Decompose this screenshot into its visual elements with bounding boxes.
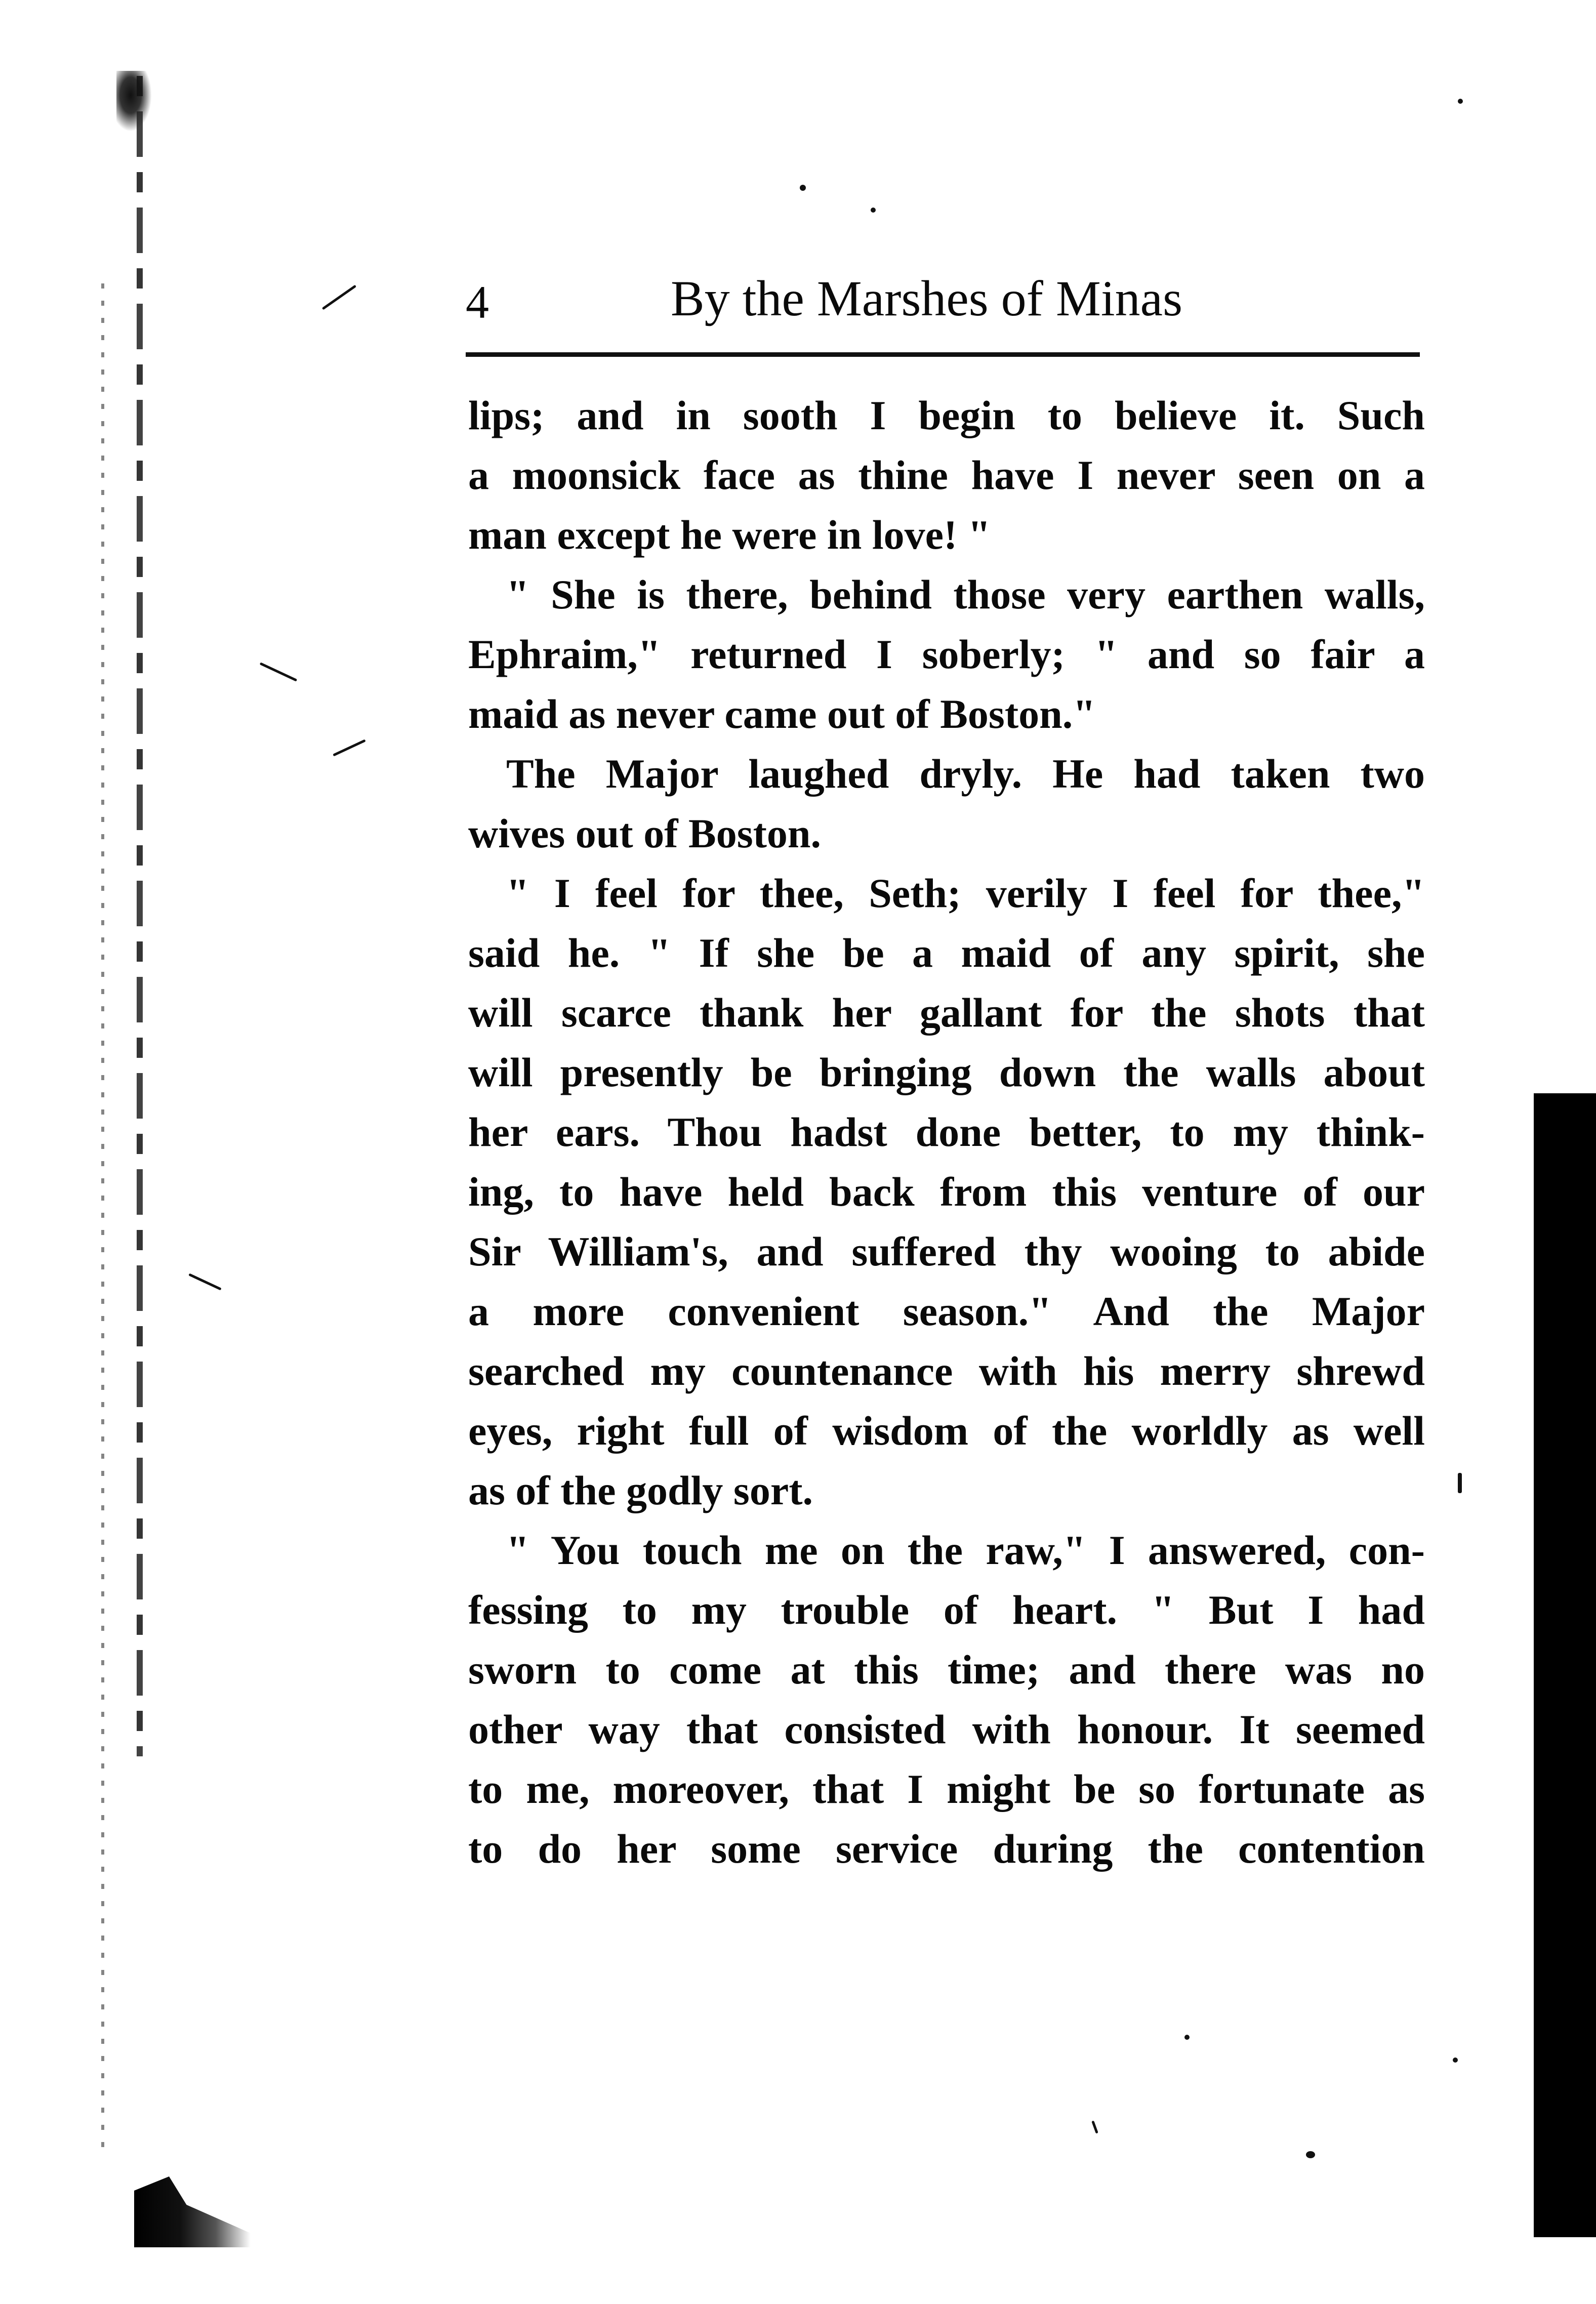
scan-mark: [188, 1273, 222, 1290]
body-text: [468, 386, 1425, 1879]
text-line: searched my countenance with his merry shrewd: [468, 1348, 1425, 1394]
scan-mark: [1091, 2120, 1098, 2133]
binding-shadow-bottom: [134, 2176, 251, 2247]
scan-mark: [260, 662, 298, 681]
header-rule: [466, 352, 1420, 357]
text-line: " She is there, behind those very earthen walls,: [506, 571, 1425, 618]
text-line: " I feel for thee, Seth; verily I feel for thee,": [506, 870, 1425, 916]
scan-speck: [1458, 1473, 1462, 1493]
text-line: wives out of Boston.: [468, 810, 822, 856]
text-line: man except he were in love! ": [468, 512, 991, 558]
text-line: other way that consisted with honour. It seemed: [468, 1706, 1425, 1752]
text-line: a moonsick face as thine have I never seen on a: [468, 452, 1425, 498]
text-line: to do her some service during the contention: [468, 1826, 1425, 1872]
text-line: Sir William's, and suffered thy wooing to abide: [468, 1228, 1425, 1274]
scan-speck: [1458, 99, 1463, 104]
binding-edge: [137, 76, 143, 1756]
scan-speck: [1306, 2151, 1315, 2158]
text-line: to me, moreover, that I might be so fortunate as: [468, 1766, 1425, 1812]
page-number: 4: [466, 276, 489, 328]
scan-edge-bar: [1534, 1093, 1596, 2237]
text-line: lips; and in sooth I begin to believe it. Such: [468, 392, 1425, 438]
text-line: eyes, right full of wisdom of the worldly as well: [468, 1408, 1425, 1454]
text-line: fessing to my trouble of heart. " But I had: [468, 1587, 1425, 1633]
binding-shadow-top: [116, 71, 152, 132]
text-line: as of the godly sort.: [468, 1467, 813, 1513]
text-line: said he. " If she be a maid of any spirit, she: [468, 930, 1425, 976]
running-head: [466, 268, 1427, 334]
scan-speck: [800, 185, 806, 191]
scan-mark: [322, 285, 356, 310]
text-line: sworn to come at this time; and there was no: [468, 1647, 1425, 1693]
text-line: will presently be bringing down the walls about: [468, 1049, 1425, 1095]
text-line: a more convenient season." And the Major: [468, 1288, 1425, 1334]
scan-speck: [1184, 2035, 1190, 2040]
text-line: ing, to have held back from this venture of our: [468, 1169, 1425, 1215]
text-line: The Major laughed dryly. He had taken two: [506, 751, 1425, 797]
scan-speck: [1453, 2058, 1458, 2063]
running-title: By the Marshes of Minas: [671, 270, 1182, 326]
scan-speck: [871, 208, 876, 213]
text-line: " You touch me on the raw," I answered, con-: [506, 1527, 1425, 1573]
text-line: maid as never came out of Boston.": [468, 691, 1096, 737]
binding-edge-dotted: [101, 283, 104, 2156]
text-line: will scarce thank her gallant for the shots that: [468, 990, 1425, 1036]
scan-mark: [333, 739, 366, 756]
text-line: her ears. Thou hadst done better, to my think-: [468, 1109, 1425, 1155]
text-line: Ephraim," returned I soberly; " and so fair a: [468, 631, 1425, 677]
